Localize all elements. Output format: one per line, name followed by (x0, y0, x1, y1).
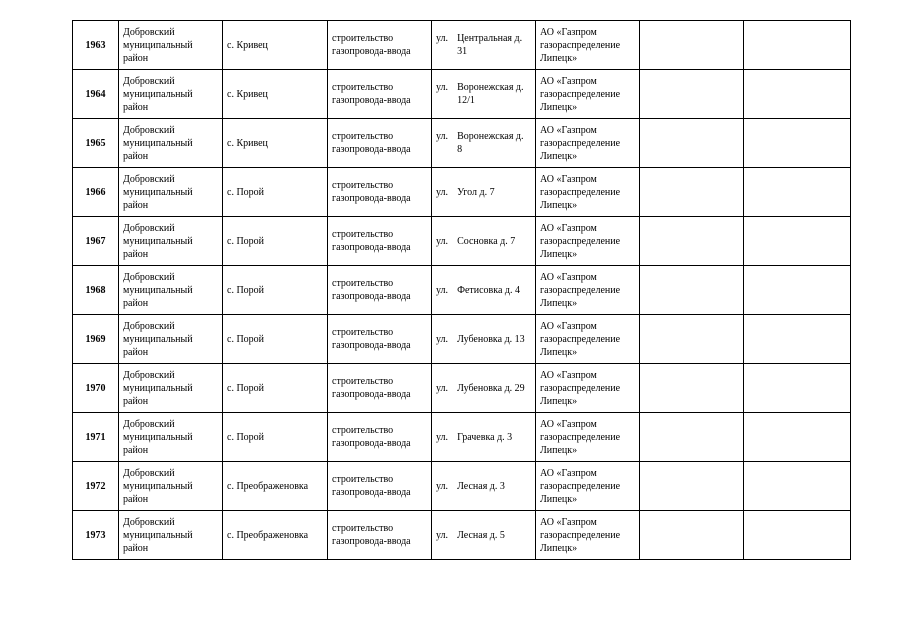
empty-cell-1 (640, 217, 744, 266)
empty-cell-2 (744, 168, 851, 217)
street-address: Фетисовка д. 4 (457, 284, 521, 296)
row-number: 1971 (85, 431, 106, 443)
street-prefix: ул. (436, 480, 449, 492)
empty-cell-1 (640, 266, 744, 315)
organization-name: АО «Газпром газораспределение Липецк» (540, 418, 621, 456)
empty-cell-1 (640, 364, 744, 413)
settlement-cell (223, 168, 328, 217)
empty-cell-1 (640, 21, 744, 70)
street-address: Лесная д. 5 (457, 529, 505, 541)
work-type: строительство газопровода-ввода (332, 131, 411, 155)
organization-cell (536, 217, 640, 266)
street-address: Воронежская д. 12/1 (457, 82, 524, 106)
empty-cell-2 (744, 315, 851, 364)
settlement-name: с. Кривец (227, 137, 268, 149)
street-address: Центральная д. 31 (457, 33, 523, 57)
row-number-cell (73, 217, 119, 266)
organization-cell (536, 364, 640, 413)
street-prefix: ул. (436, 529, 449, 541)
address-cell (432, 266, 536, 315)
district-name: Добровский муниципальный район (123, 271, 193, 309)
empty-cell-1 (640, 413, 744, 462)
work-type-cell (328, 364, 432, 413)
row-number-cell (73, 462, 119, 511)
address-cell (432, 364, 536, 413)
empty-cell-2 (744, 21, 851, 70)
address-cell (432, 413, 536, 462)
organization-cell (536, 266, 640, 315)
street-prefix: ул. (436, 333, 449, 345)
district-cell (119, 217, 223, 266)
settlement-cell (223, 70, 328, 119)
organization-name: АО «Газпром газораспределение Липецк» (540, 271, 621, 309)
street-address: Угол д. 7 (457, 186, 495, 198)
row-number: 1969 (85, 333, 106, 345)
row-number-cell (73, 413, 119, 462)
organization-cell (536, 168, 640, 217)
settlement-name: с. Порой (227, 333, 265, 345)
address-cell (432, 462, 536, 511)
work-type: строительство газопровода-ввода (332, 278, 411, 302)
settlement-cell (223, 217, 328, 266)
district-name: Добровский муниципальный район (123, 320, 193, 358)
empty-cell-2 (744, 119, 851, 168)
settlement-name: с. Порой (227, 284, 265, 296)
street-prefix: ул. (436, 431, 449, 443)
row-number-cell (73, 168, 119, 217)
row-number-cell (73, 266, 119, 315)
organization-cell (536, 70, 640, 119)
street-address: Грачевка д. 3 (457, 431, 513, 443)
settlement-cell (223, 462, 328, 511)
work-type: строительство газопровода-ввода (332, 474, 411, 498)
row-number-cell (73, 119, 119, 168)
work-type: строительство газопровода-ввода (332, 33, 411, 57)
organization-name: АО «Газпром газораспределение Липецк» (540, 173, 621, 211)
work-type-cell (328, 511, 432, 560)
street-prefix: ул. (436, 235, 449, 247)
row-number: 1967 (85, 235, 106, 247)
empty-cell-2 (744, 364, 851, 413)
organization-name: АО «Газпром газораспределение Липецк» (540, 75, 621, 113)
work-type: строительство газопровода-ввода (332, 376, 411, 400)
street-address: Лубеновка д. 29 (457, 382, 525, 394)
settlement-name: с. Порой (227, 382, 265, 394)
row-number-cell (73, 70, 119, 119)
settlement-cell (223, 315, 328, 364)
empty-cell-1 (640, 462, 744, 511)
table-row (73, 511, 851, 560)
district-name: Добровский муниципальный район (123, 418, 193, 456)
work-type-cell (328, 217, 432, 266)
empty-cell-1 (640, 70, 744, 119)
organization-name: АО «Газпром газораспределение Липецк» (540, 26, 621, 64)
street-prefix: ул. (436, 131, 449, 142)
work-type: строительство газопровода-ввода (332, 229, 411, 253)
district-cell (119, 413, 223, 462)
street-prefix: ул. (436, 284, 449, 296)
empty-cell-1 (640, 168, 744, 217)
district-name: Добровский муниципальный район (123, 124, 193, 162)
district-name: Добровский муниципальный район (123, 222, 193, 260)
address-cell (432, 119, 536, 168)
district-cell (119, 462, 223, 511)
settlement-cell (223, 119, 328, 168)
address-cell (432, 315, 536, 364)
work-type-cell (328, 462, 432, 511)
settlement-name: с. Кривец (227, 39, 268, 51)
address-cell (432, 168, 536, 217)
address-cell (432, 511, 536, 560)
work-type: строительство газопровода-ввода (332, 82, 411, 106)
empty-cell-2 (744, 266, 851, 315)
settlement-name: с. Порой (227, 431, 265, 443)
row-number-cell (73, 315, 119, 364)
settlement-cell (223, 511, 328, 560)
work-type-cell (328, 413, 432, 462)
street-prefix: ул. (436, 33, 449, 44)
row-number: 1965 (85, 137, 106, 149)
settlement-name: с. Порой (227, 235, 265, 247)
street-prefix: ул. (436, 382, 449, 394)
organization-cell (536, 511, 640, 560)
work-type: строительство газопровода-ввода (332, 327, 411, 351)
work-type-cell (328, 168, 432, 217)
row-number-cell (73, 21, 119, 70)
district-name: Добровский муниципальный район (123, 516, 193, 554)
row-number: 1970 (85, 382, 106, 394)
district-cell (119, 266, 223, 315)
empty-cell-2 (744, 70, 851, 119)
district-name: Добровский муниципальный район (123, 26, 193, 64)
organization-name: АО «Газпром газораспределение Липецк» (540, 467, 621, 505)
work-type-cell (328, 315, 432, 364)
table-row (73, 217, 851, 266)
street-prefix: ул. (436, 186, 449, 198)
empty-cell-2 (744, 462, 851, 511)
settlement-cell (223, 21, 328, 70)
district-cell (119, 70, 223, 119)
district-name: Добровский муниципальный район (123, 75, 193, 113)
organization-cell (536, 21, 640, 70)
street-prefix: ул. (436, 82, 449, 93)
empty-cell-1 (640, 315, 744, 364)
address-cell (432, 70, 536, 119)
table-row (73, 413, 851, 462)
empty-cell-2 (744, 511, 851, 560)
district-name: Добровский муниципальный район (123, 173, 193, 211)
empty-cell-2 (744, 413, 851, 462)
work-type-cell (328, 21, 432, 70)
table-row (73, 70, 851, 119)
district-cell (119, 119, 223, 168)
empty-cell-1 (640, 119, 744, 168)
row-number: 1973 (85, 529, 106, 541)
street-address: Воронежская д. 8 (457, 131, 524, 155)
table-row (73, 266, 851, 315)
table-row (73, 315, 851, 364)
district-name: Добровский муниципальный район (123, 369, 193, 407)
district-cell (119, 168, 223, 217)
organization-cell (536, 315, 640, 364)
work-type-cell (328, 70, 432, 119)
organization-name: АО «Газпром газораспределение Липецк» (540, 369, 621, 407)
table-row (73, 119, 851, 168)
row-number: 1968 (85, 284, 106, 296)
settlement-cell (223, 413, 328, 462)
table-row (73, 462, 851, 511)
work-type: строительство газопровода-ввода (332, 523, 411, 547)
street-address: Лесная д. 3 (457, 480, 505, 492)
work-type: строительство газопровода-ввода (332, 180, 411, 204)
row-number: 1972 (85, 480, 106, 492)
row-number: 1964 (85, 88, 106, 100)
organization-name: АО «Газпром газораспределение Липецк» (540, 222, 621, 260)
settlement-cell (223, 364, 328, 413)
row-number: 1963 (85, 39, 106, 51)
settlement-name: с. Преображеновка (227, 529, 309, 541)
organization-cell (536, 119, 640, 168)
organization-name: АО «Газпром газораспределение Липецк» (540, 516, 621, 554)
organization-name: АО «Газпром газораспределение Липецк» (540, 124, 621, 162)
table-row (73, 364, 851, 413)
district-cell (119, 364, 223, 413)
address-cell (432, 21, 536, 70)
row-number-cell (73, 511, 119, 560)
work-type-cell (328, 119, 432, 168)
settlement-name: с. Кривец (227, 88, 268, 100)
work-type-cell (328, 266, 432, 315)
work-type: строительство газопровода-ввода (332, 425, 411, 449)
table-row (73, 168, 851, 217)
row-number-cell (73, 364, 119, 413)
gas-pipeline-register-table (72, 20, 851, 560)
district-cell (119, 511, 223, 560)
street-address: Сосновка д. 7 (457, 235, 516, 247)
empty-cell-1 (640, 511, 744, 560)
table-body (73, 21, 851, 560)
district-cell (119, 21, 223, 70)
address-cell (432, 217, 536, 266)
settlement-name: с. Преображеновка (227, 480, 309, 492)
empty-cell-2 (744, 217, 851, 266)
district-name: Добровский муниципальный район (123, 467, 193, 505)
organization-name: АО «Газпром газораспределение Липецк» (540, 320, 621, 358)
district-cell (119, 315, 223, 364)
settlement-cell (223, 266, 328, 315)
street-address: Лубеновка д. 13 (457, 333, 525, 345)
organization-cell (536, 413, 640, 462)
settlement-name: с. Порой (227, 186, 265, 198)
table-row (73, 21, 851, 70)
organization-cell (536, 462, 640, 511)
row-number: 1966 (85, 186, 106, 198)
